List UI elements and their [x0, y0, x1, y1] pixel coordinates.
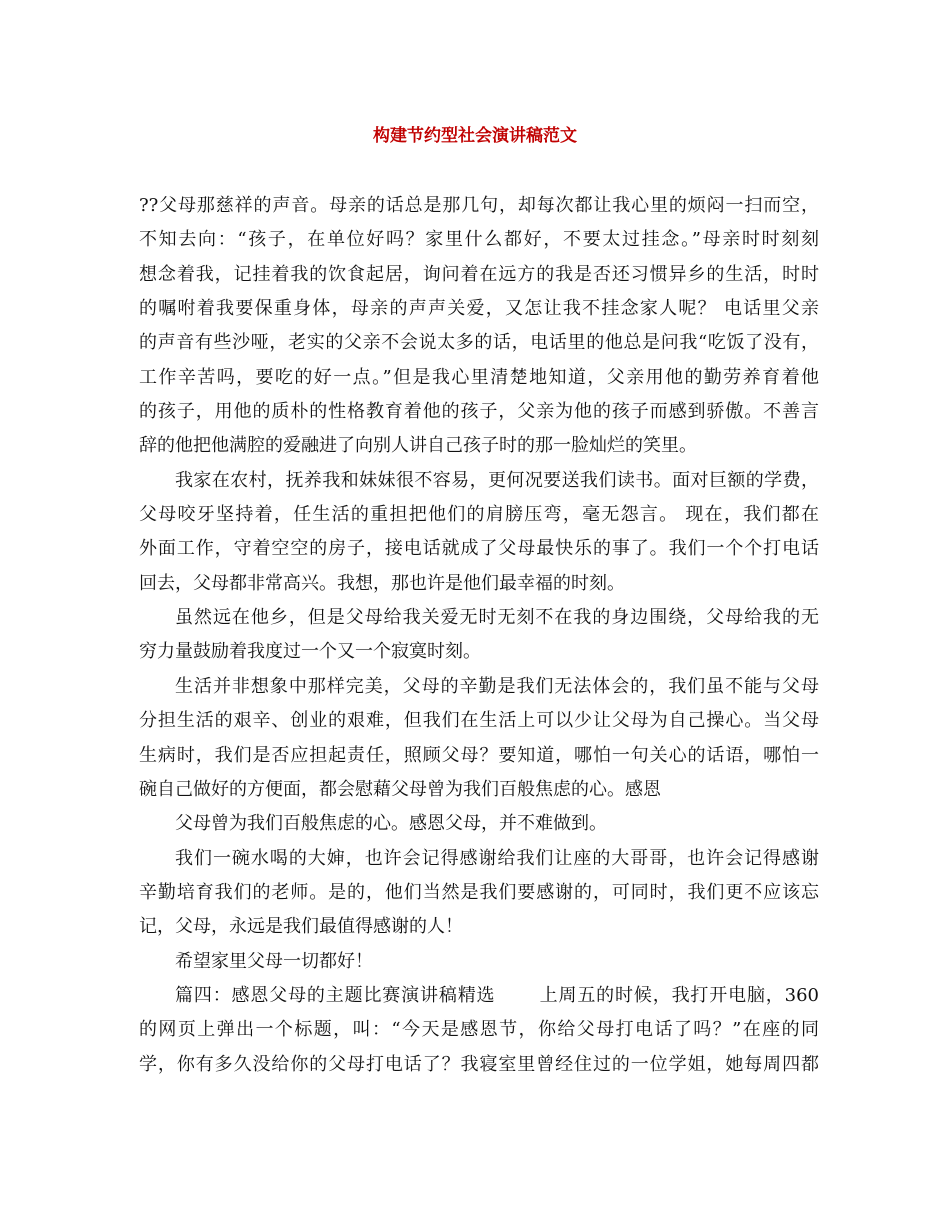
text-line: 不知去向：“孩子，在单位好吗？家里什么都好，不要太过挂念。”母亲时时刻刻: [139, 229, 819, 251]
text-line: 穷力量鼓励着我度过一个又一个寂寞时刻。: [139, 641, 481, 663]
text-line: 碗自己做好的方便面，都会慰藉父母曾为我们百般焦虑的心。感恩: [139, 778, 661, 800]
text-line: 我们一碗水喝的大婶，也许会记得感谢给我们让座的大哥哥，也许会记得感谢: [175, 847, 819, 869]
text-line: 希望家里父母一切都好！: [175, 950, 373, 972]
text-line: 篇四：感恩父母的主题比赛演讲稿精选 上周五的时候，我打开电脑，360: [175, 984, 819, 1006]
text-line: 虽然远在他乡，但是父母给我关爱无时无刻不在我的身边围绕，父母给我的无: [175, 607, 819, 629]
text-line: 生病时，我们是否应担起责任，照顾父母？要知道，哪怕一句关心的话语，哪怕一: [139, 744, 819, 766]
text-line: 记，父母，永远是我们最值得感谢的人！: [139, 916, 463, 938]
text-line: 辛勤培育我们的老师。是的，他们当然是我们要感谢的，可同时，我们更不应该忘: [139, 881, 819, 903]
text-line: ??父母那慈祥的声音。母亲的话总是那几句，却每次都让我心里的烦闷一扫而空，: [139, 195, 819, 216]
text-line: 父母咬牙坚持着，任生活的重担把他们的肩膀压弯，毫无怨言。 现在，我们都在: [139, 504, 819, 526]
text-line: 辞的他把他满腔的爱融进了向别人讲自己孩子时的那一脸灿烂的笑里。: [139, 435, 697, 457]
text-line: 的孩子，用他的质朴的性格教育着他的孩子，父亲为他的孩子而感到骄傲。不善言: [139, 401, 819, 423]
text-line: 分担生活的艰辛、创业的艰难，但我们在生活上可以少让父母为自己操心。当父母: [139, 710, 819, 732]
document-body: [139, 189, 819, 1082]
text-line: 父母曾为我们百般焦虑的心。感恩父母，并不难做到。: [175, 813, 607, 835]
text-line: 生活并非想象中那样完美，父母的辛勤是我们无法体会的，我们虽不能与父母: [175, 675, 819, 697]
text-line: 的嘱咐着我要保重身体，母亲的声声关爱，又怎让我不挂念家人呢？ 电话里父亲: [139, 298, 819, 320]
text-line: 我家在农村，抚养我和妹妹很不容易，更何况要送我们读书。面对巨额的学费，: [175, 469, 819, 491]
text-line: 工作辛苦吗，要吃的好一点。”但是我心里清楚地知道，父亲用他的勤劳养育着他: [139, 366, 819, 388]
text-line: 外面工作，守着空空的房子，接电话就成了父母最快乐的事了。我们一个个打电话: [139, 538, 819, 560]
text-line: 的声音有些沙哑，老实的父亲不会说太多的话，电话里的他总是问我“吃饭了没有，: [139, 332, 819, 354]
text-line: 回去，父母都非常高兴。我想，那也许是他们最幸福的时刻。: [139, 572, 625, 594]
text-line: 学，你有多久没给你的父母打电话了？我寝室里曾经住过的一位学姐，她每周四都: [139, 1053, 819, 1075]
text-line: 的网页上弹出一个标题，叫：“今天是感恩节，你给父母打电话了吗？”在座的同: [139, 1019, 819, 1041]
document-title: 构建节约型社会演讲稿范文: [373, 126, 577, 146]
text-line: 想念着我，记挂着我的饮食起居，询问着在远方的我是否还习惯异乡的生活，时时: [139, 263, 819, 285]
